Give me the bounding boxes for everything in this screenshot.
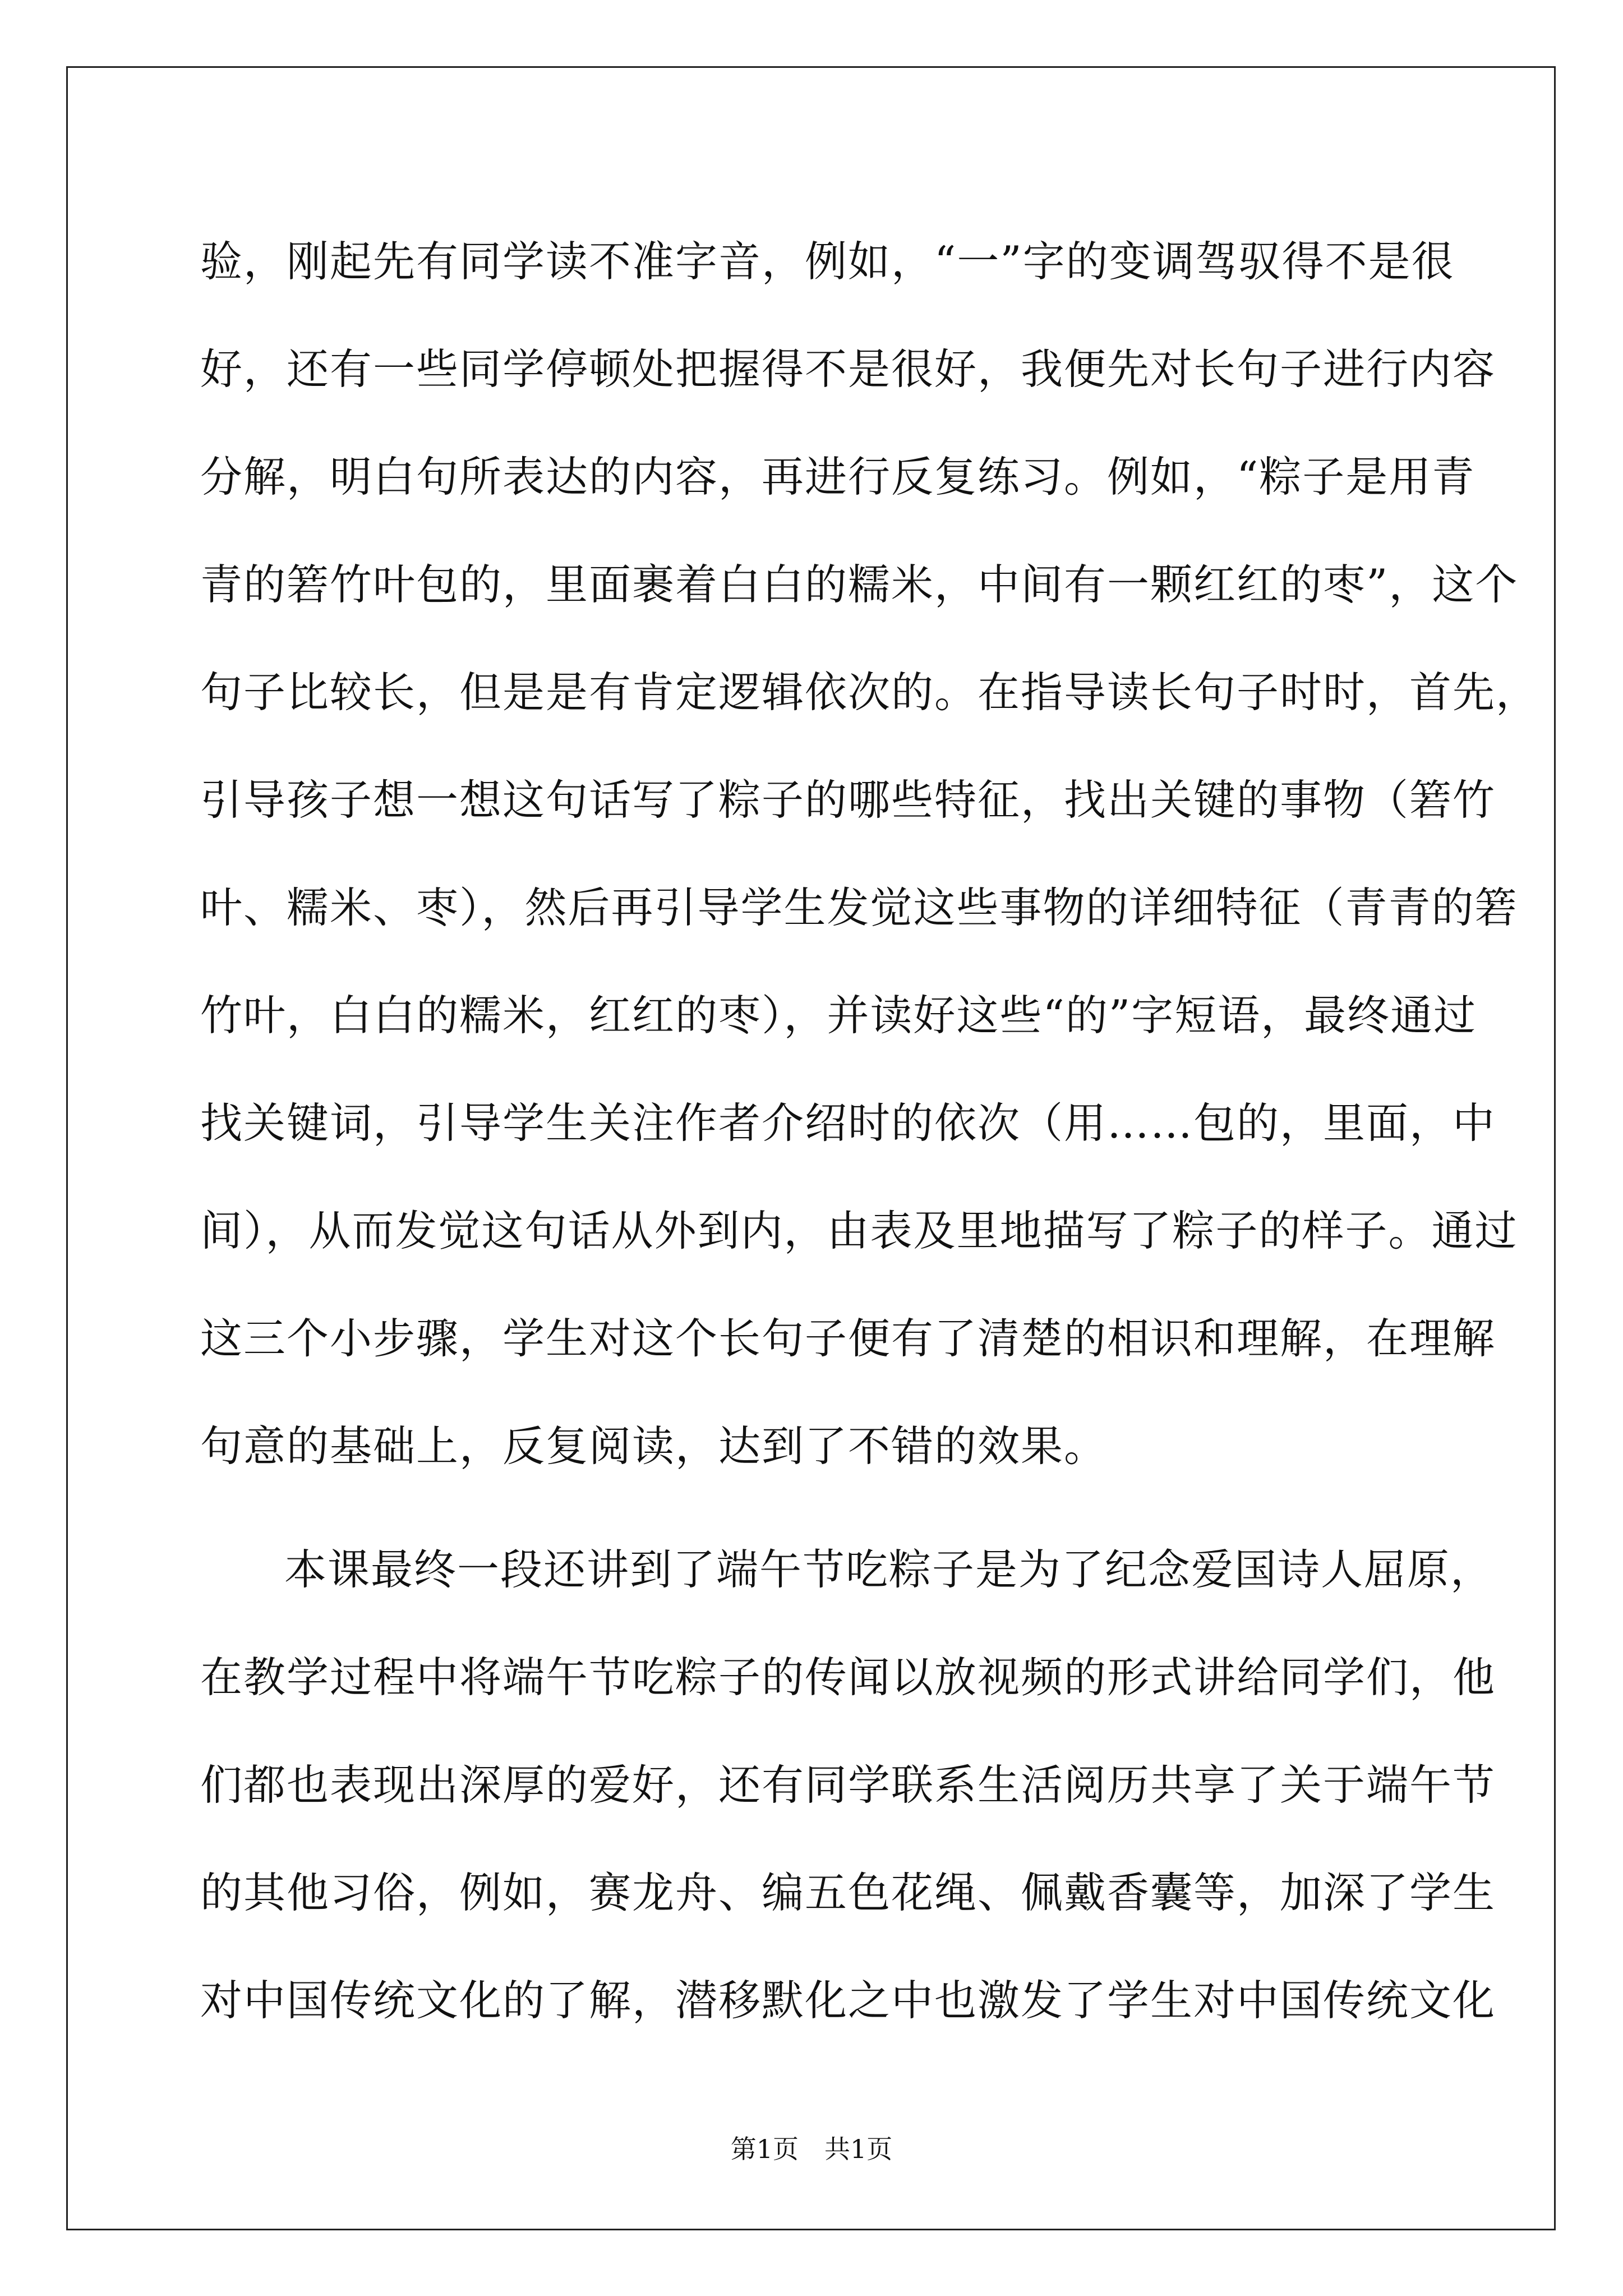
text-line: 间），从而发觉这句话从外到内，由表及里地描写了粽子的样子。通过 — [200, 1206, 1518, 1255]
text-line: 找关键词，引导学生关注作者介绍时的依次（用……包的，里面，中 — [200, 1098, 1496, 1148]
text-line: 这三个小步骤，学生对这个长句子便有了清楚的相识和理解，在理解 — [200, 1314, 1496, 1363]
text-line: 分解，明白句所表达的内容，再进行反复练习。例如，“粽子是用青 — [200, 452, 1476, 501]
text-line: 们都也表现出深厚的爱好，还有同学联系生活阅历共享了关于端午节 — [200, 1760, 1496, 1810]
paragraph-first-line: 本课最终一段还讲到了端午节吃粽子是为了纪念爱国诗人屈原， — [284, 1545, 1494, 1594]
text-line: 的其他习俗，例如，赛龙舟、编五色花绳、佩戴香囊等，加深了学生 — [200, 1868, 1496, 1917]
text-line: 青的箬竹叶包的，里面裹着白白的糯米，中间有一颗红红的枣”，这个 — [200, 560, 1519, 609]
text-line: 句子比较长，但是是有肯定逻辑依次的。在指导读长句子时时，首先， — [200, 668, 1539, 717]
text-line: 好，还有一些同学停顿处把握得不是很好，我便先对长句子进行内容 — [200, 344, 1496, 394]
text-line: 引导孩子想一想这句话写了粽子的哪些特征，找出关键的事物（箬竹 — [200, 775, 1496, 825]
text-line: 对中国传统文化的了解，潜移默化之中也激发了学生对中国传统文化 — [200, 1976, 1496, 2025]
document-body — [200, 208, 1539, 2054]
text-line: 在教学过程中将端午节吃粽子的传闻以放视频的形式讲给同学们，他 — [200, 1653, 1496, 1702]
text-line: 叶、糯米、枣），然后再引导学生发觉这些事物的详细特征（青青的箬 — [200, 883, 1518, 932]
text-line: 句意的基础上，反复阅读，达到了不错的效果。 — [200, 1421, 1108, 1471]
text-line: 竹叶，白白的糯米，红红的枣），并读好这些“的”字短语，最终通过 — [200, 991, 1477, 1040]
text-line: 验，刚起先有同学读不准字音，例如，“一”字的变调驾驭得不是很 — [200, 237, 1455, 286]
page-footer: 第1页 共1页 — [730, 2134, 893, 2164]
paragraph-gap — [200, 1500, 1423, 1516]
